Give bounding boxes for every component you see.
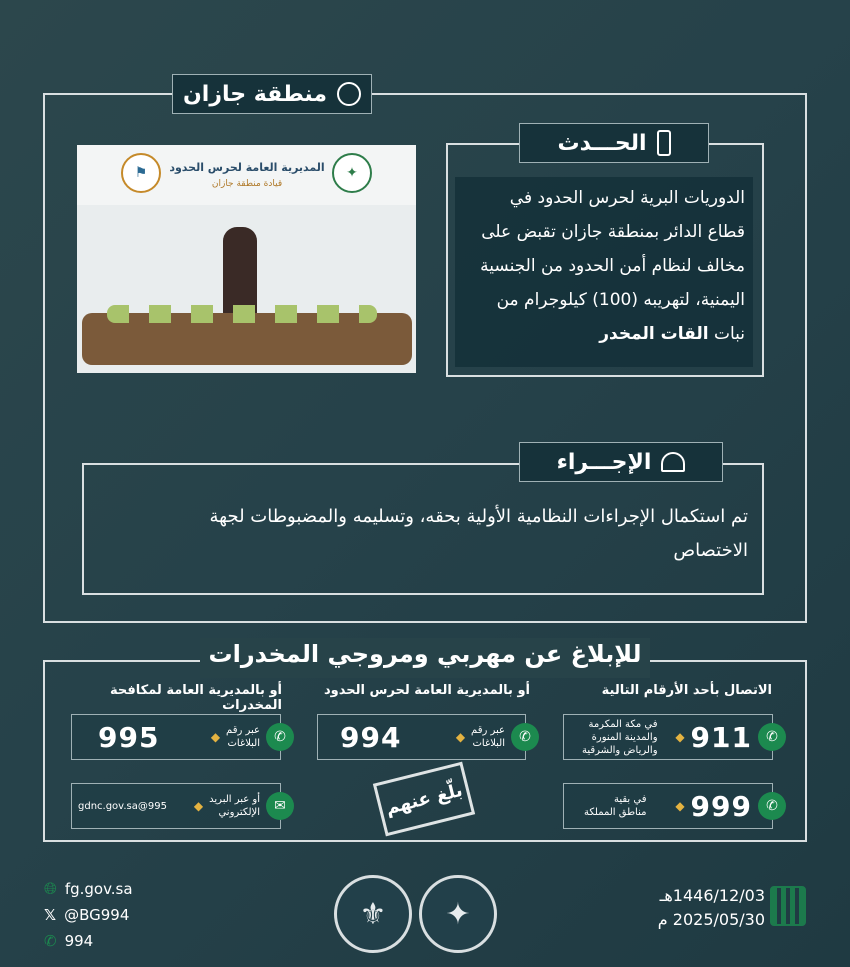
number-999-box (563, 783, 778, 829)
website-link[interactable]: fg.gov.sa (64, 880, 133, 898)
event-text (455, 177, 753, 367)
number-995[interactable]: 995 (98, 720, 160, 754)
hijri-date: 1446/12/03هـ (659, 886, 765, 905)
phone-icon[interactable]: ✆ (758, 723, 786, 751)
saudi-emblem-logo: ✦ (332, 153, 372, 193)
number-995-box (71, 714, 286, 760)
siren-icon (661, 452, 685, 472)
region-tag (172, 74, 372, 114)
radio-icon (657, 130, 671, 156)
globe-icon: 🌐︎ (44, 879, 57, 898)
desc-line: البلاغات (227, 738, 260, 749)
calendar-icon (770, 886, 806, 926)
arrow-icon: ◆ (193, 799, 204, 813)
desc-line: مناطق المملكة (584, 807, 647, 818)
photo-banner-title: المديرية العامة لحرس الحدود (169, 161, 325, 174)
photo-banner-subtitle: قيادة منطقة جازان (211, 179, 283, 189)
event-title: الحـــدث (557, 130, 647, 156)
email-address[interactable]: 995@gdnc.gov.sa (78, 800, 167, 812)
action-title: الإجـــراء (556, 449, 652, 475)
email-box (71, 783, 286, 829)
anti-narcotics-emblem: ⚜ (334, 875, 412, 953)
desc-line: والمدينة المنورة (591, 731, 658, 743)
col3-header: أو بالمديرية العامة لمكافحة المخدرات (109, 683, 282, 713)
action-text (100, 500, 748, 568)
phone-icon[interactable]: ✆ (758, 792, 786, 820)
event-line: قطاع الدائر بمنطقة جازان تقبض على (481, 222, 745, 242)
number-911[interactable]: 911 (690, 720, 752, 754)
report-title: للإبلاغ عن مهربي ومروجي المخدرات (208, 640, 642, 668)
event-line: مخالف لنظام أمن الحدود من الجنسية (480, 256, 745, 276)
number-999[interactable]: 999 (690, 789, 752, 823)
event-line: اليمنية، لتهريبه (100) كيلوجرام من (496, 290, 745, 310)
region-title: منطقة جازان (183, 81, 327, 107)
mail-icon[interactable]: ✉ (266, 792, 294, 820)
event-tag (519, 123, 709, 163)
desc-line: الإلكتروني (218, 807, 260, 818)
footer-phone[interactable]: 994 (64, 932, 94, 950)
event-last-bold: القات المخدر (599, 324, 709, 344)
stamp-text: بلّغ عنهم (383, 779, 465, 819)
col1-header: الاتصال بأحد الأرقام التالية (601, 683, 772, 698)
phone-icon: ✆ (44, 932, 57, 950)
desc-line: في بقية (613, 794, 647, 805)
saudi-emblem: ✦ (419, 875, 497, 953)
gregorian-date: 2025/05/30 م (657, 910, 765, 929)
arrow-icon: ◆ (455, 730, 466, 744)
action-tag (519, 442, 723, 482)
number-999-desc (584, 793, 646, 819)
event-last-prefix: نبات (713, 324, 745, 344)
twitter-handle[interactable]: @BG994 (64, 906, 130, 924)
search-map-icon (337, 82, 361, 106)
desc-line: البلاغات (472, 738, 505, 749)
col2-header: أو بالمديرية العامة لحرس الحدود (324, 683, 530, 698)
action-line: الاختصاص (673, 540, 748, 561)
email-desc (209, 793, 260, 819)
number-995-desc (226, 724, 260, 750)
desc-line: والرياض والشرقية (582, 744, 658, 756)
footer-dates (600, 884, 765, 932)
number-911-box (563, 714, 778, 760)
desc-line: عبر رقم (226, 725, 260, 736)
phone-icon[interactable]: ✆ (511, 723, 539, 751)
arrow-icon: ◆ (675, 799, 685, 813)
arrow-icon: ◆ (675, 730, 685, 744)
event-line-last (455, 317, 745, 351)
number-994-desc (471, 724, 505, 750)
desc-line: عبر رقم (471, 725, 505, 736)
event-line: الدوريات البرية لحرس الحدود في (509, 188, 745, 208)
seizure-photo (77, 145, 416, 373)
desc-line: في مكة المكرمة (588, 718, 658, 730)
number-911-desc (578, 718, 658, 757)
khat-bundles (107, 305, 377, 323)
phone-icon[interactable]: ✆ (266, 723, 294, 751)
number-994-box (317, 714, 531, 760)
arrow-icon: ◆ (210, 730, 221, 744)
border-guard-logo: ⚑ (121, 153, 161, 193)
x-twitter-icon: 𝕏 (44, 906, 57, 924)
footer-contacts (44, 876, 194, 954)
desc-line: أو عبر البريد (209, 794, 260, 805)
number-994[interactable]: 994 (340, 720, 402, 754)
action-line: تم استكمال الإجراءات النظامية الأولية بحقه، وتسليمه والمضبوطات لجهة (209, 506, 748, 527)
